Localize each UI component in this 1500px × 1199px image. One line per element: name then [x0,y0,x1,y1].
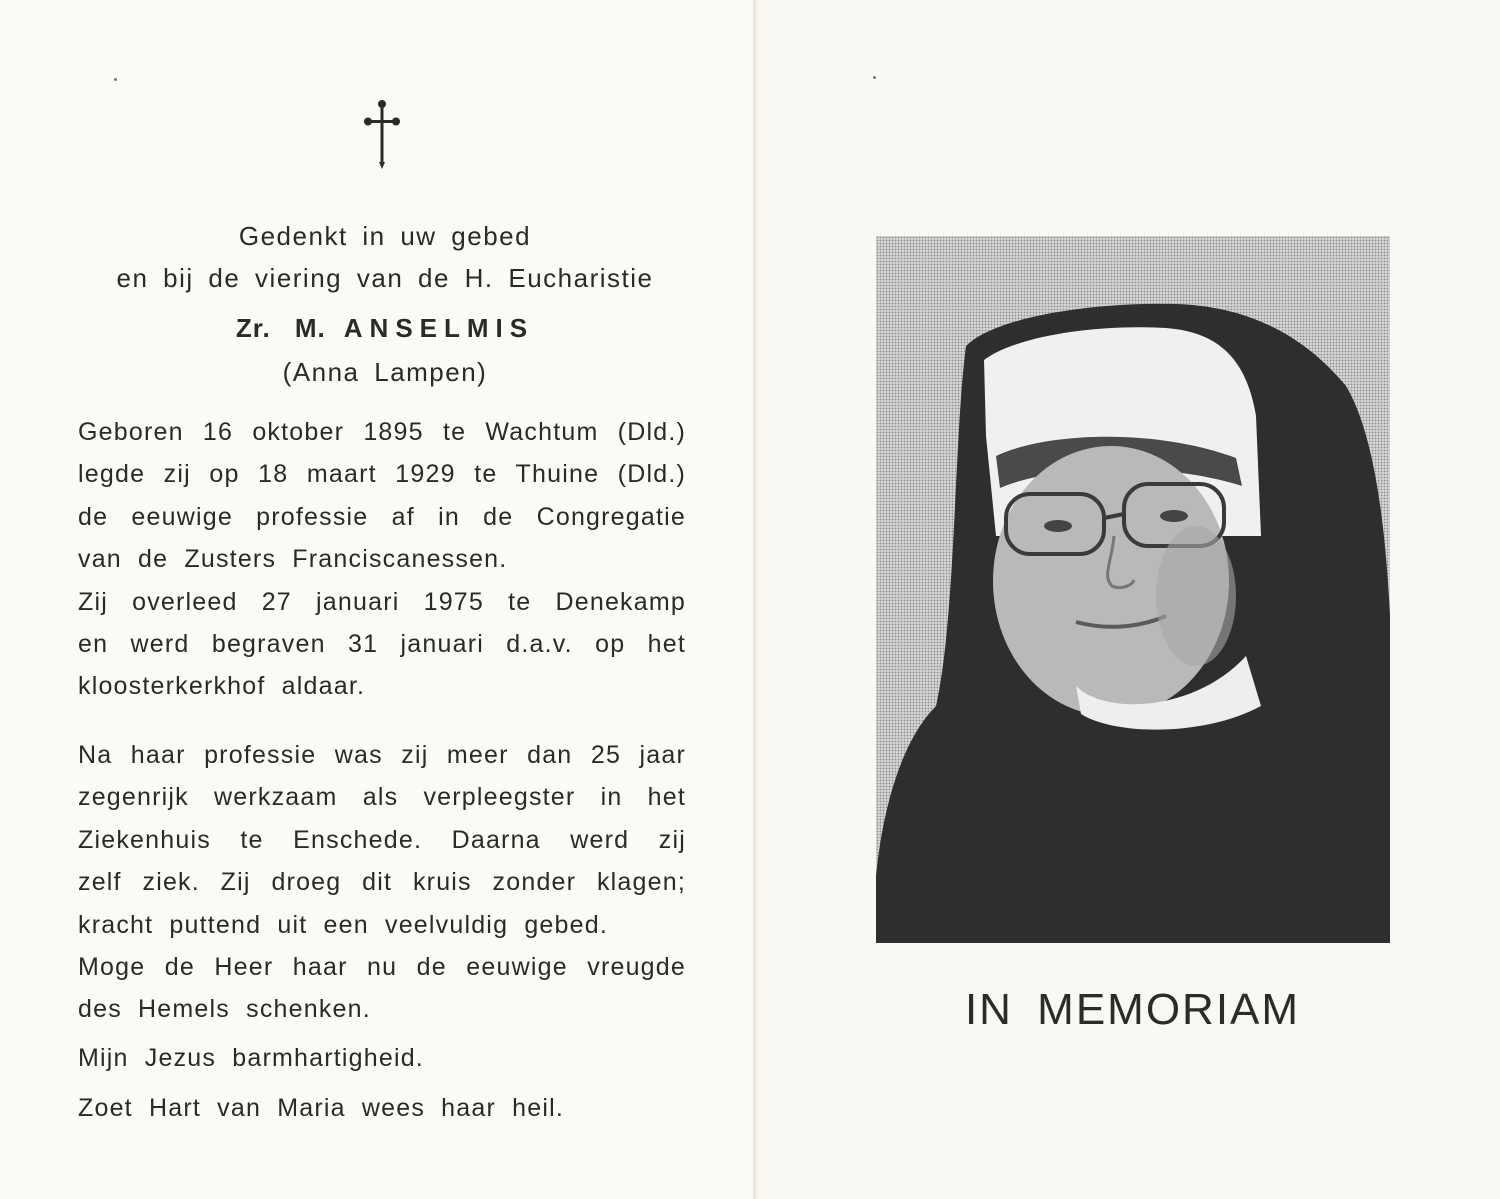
civil-name: (Anna Lampen) [282,357,488,387]
biography-line: Zij overleed 27 januari 1975 te Denekamp [78,587,686,616]
prayer-line-2: Zoet Hart van Maria wees haar heil. [78,1094,565,1122]
tribute-line: zegenrijk werkzaam als verpleegster in het [78,783,686,812]
tribute-line: Moge de Heer haar nu de eeuwige vreugde [78,952,686,981]
biography [78,411,686,708]
intro-line-2: en bij de viering van de H. Eucharistie [116,263,654,293]
cross-icon [362,98,402,170]
prayer-line-1: Mijn Jezus barmhartigheid. [78,1044,424,1072]
biography-line: de eeuwige professie af in de Congregatie [78,502,686,531]
tribute-line: zelf ziek. Zij droeg dit kruis zonder klagen; [78,868,686,897]
tribute-line: kracht puttend uit een veelvuldig gebed. [78,910,608,939]
paper-speck [114,78,117,81]
tribute-line: Ziekenhuis te Enschede. Daarna werd zij [78,825,686,854]
portrait-photo [876,236,1390,943]
tribute-line: des Hemels schenken. [78,995,371,1024]
intro-line-1: Gedenkt in uw gebed [238,221,532,251]
religious-name [40,313,730,344]
biography-line: kloosterkerkhof aldaar. [78,672,366,701]
name-surname: ANSELMIS [343,313,535,343]
biography-line: van de Zusters Franciscanessen. [78,545,508,574]
nun-portrait-illustration [876,236,1390,943]
paper-speck [873,76,876,79]
tribute-line: Na haar professie was zij meer dan 25 jaar [78,741,686,769]
biography-line: Geboren 16 oktober 1895 te Wachtum (Dld.) [78,418,686,446]
tribute [78,734,686,1031]
biography-line: en werd begraven 31 januari d.a.v. op het [78,629,686,658]
biography-line: legde zij op 18 maart 1929 te Thuine (Dld.) [78,460,686,489]
name-title: Zr. M. [235,313,326,343]
in-memoriam-heading: IN MEMORIAM [964,985,1301,1034]
